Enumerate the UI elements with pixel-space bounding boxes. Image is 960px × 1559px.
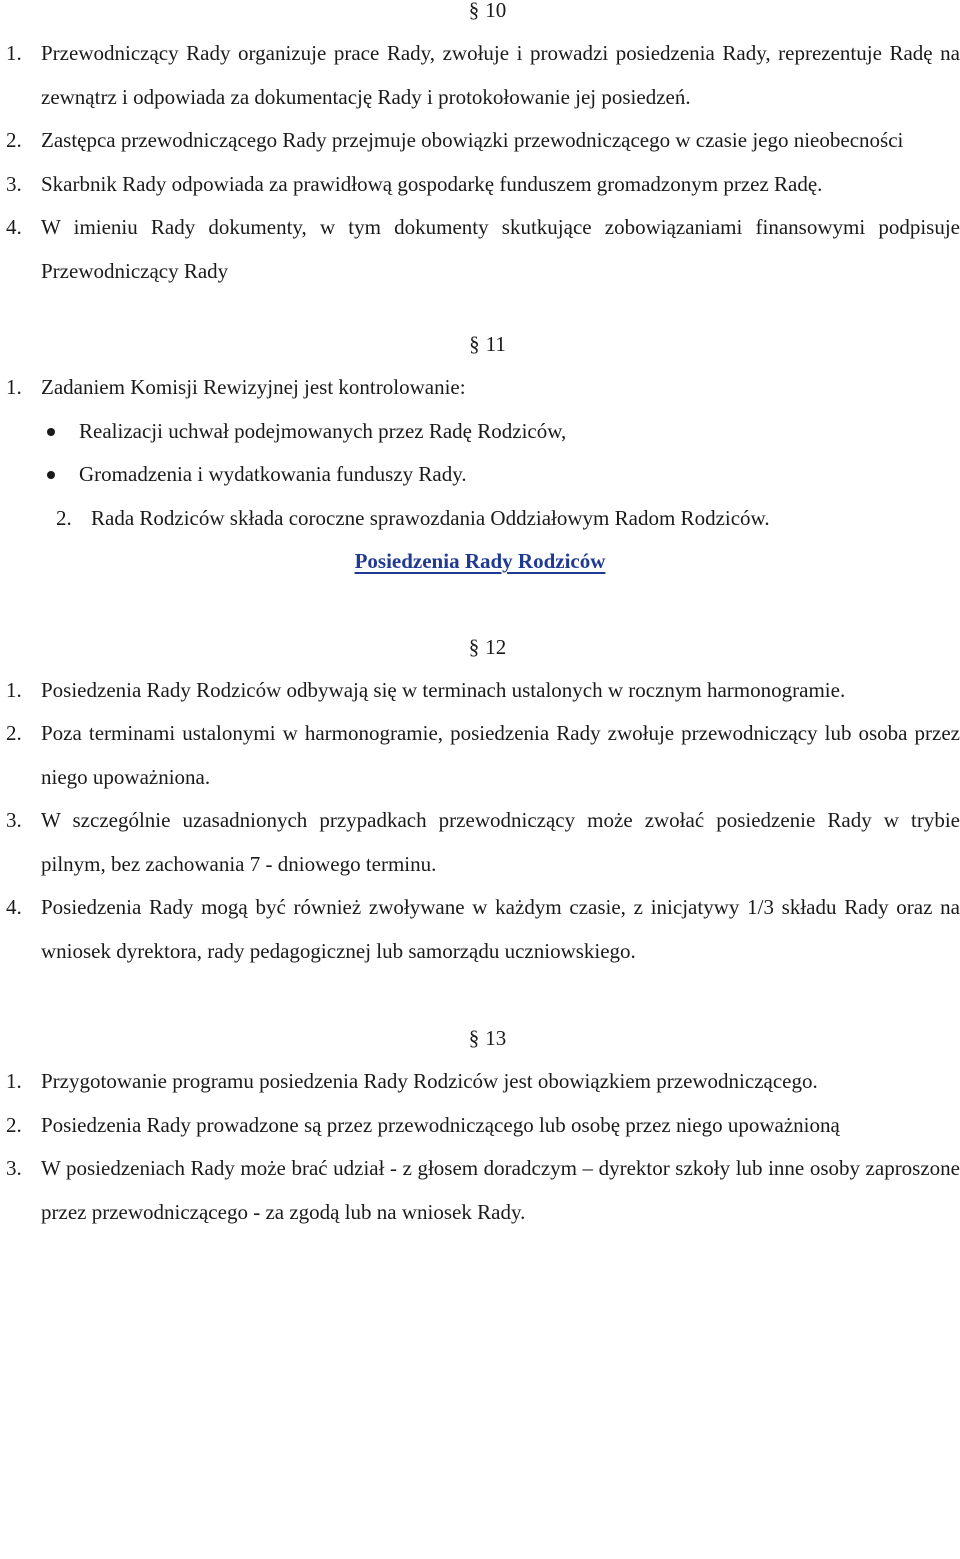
section-number: 12 xyxy=(485,634,507,659)
item-text: Zastępca przewodniczącego Rady przejmuje obowiązki przewodniczącego w czasie jego nieobecności xyxy=(41,128,904,152)
item-text: Skarbnik Rady odpowiada za prawidłową gospodarkę funduszem gromadzonym przez Radę. xyxy=(41,171,823,196)
list-item xyxy=(0,32,960,119)
bullet-item xyxy=(0,410,960,454)
item-number: 4. xyxy=(6,215,22,239)
item-number: 1. xyxy=(6,41,22,65)
item-number: 3. xyxy=(6,808,22,832)
list-item xyxy=(0,1104,960,1148)
list-item xyxy=(0,119,960,163)
section-heading-10 xyxy=(0,0,960,32)
item-number: 1. xyxy=(6,375,22,399)
list-item xyxy=(0,886,960,973)
item-text: Posiedzenia Rady prowadzone są przez przewodniczącego lub osobę przez niego upoważnioną xyxy=(41,1112,840,1137)
item-number: 3. xyxy=(6,1156,22,1180)
section-mark: § xyxy=(468,1026,480,1050)
list-item xyxy=(0,712,960,799)
list-item xyxy=(0,206,960,293)
item-number: 2. xyxy=(6,721,22,745)
item-text: W szczególnie uzasadnionych przypadkach przewodniczący może zwołać posiedzenie Rady w trybie pilnym, bez zachowania 7 - dniowego terminu. xyxy=(41,808,960,876)
item-text: Rada Rodziców składa coroczne sprawozdania Oddziałowym Radom Rodziców. xyxy=(91,505,770,530)
section-title: Posiedzenia Rady Rodziców xyxy=(354,549,606,573)
list-item xyxy=(0,669,960,713)
item-number: 3. xyxy=(6,171,22,196)
item-number: 2. xyxy=(56,505,72,530)
item-number: 4. xyxy=(6,895,22,919)
list-item xyxy=(0,799,960,886)
item-number: 2. xyxy=(6,128,22,152)
item-text: Zadaniem Komisji Rewizyjnej jest kontrolowanie: xyxy=(41,375,466,399)
item-text: Przewodniczący Rady organizuje prace Rady, zwołuje i prowadzi posiedzenia Rady, reprezentuje Radę na zewnątrz i odpowiada za dokumentację Rady i protokołowanie jej posiedzeń. xyxy=(41,41,960,109)
list-item xyxy=(0,1147,960,1234)
bullet-icon xyxy=(0,453,79,497)
list-item xyxy=(0,1060,960,1104)
item-text: W imieniu Rady dokumenty, w tym dokumenty skutkujące zobowiązaniami finansowymi podpisuje Przewodniczący Rady xyxy=(41,215,960,283)
bullet-icon xyxy=(0,410,79,454)
item-number: 1. xyxy=(6,677,22,702)
item-number: 1. xyxy=(6,1069,22,1093)
bullet-text: Realizacji uchwał podejmowanych przez Radę Rodziców, xyxy=(79,418,567,443)
item-text: W posiedzeniach Rady może brać udział - z głosem doradczym – dyrektor szkoły lub inne osoby zaproszone przez przewodniczącego - za zgodą lub na wniosek Rady. xyxy=(41,1156,960,1224)
section-mark: § xyxy=(468,0,480,22)
bullet-item xyxy=(0,453,960,497)
item-text: Przygotowanie programu posiedzenia Rady Rodziców jest obowiązkiem przewodniczącego. xyxy=(41,1069,818,1093)
section-mark: § xyxy=(468,634,480,659)
section-number: 10 xyxy=(485,0,507,22)
item-text: Poza terminami ustalonymi w harmonogramie, posiedzenia Rady zwołuje przewodniczący lub osoba przez niego upoważniona. xyxy=(41,721,960,789)
section-number: 13 xyxy=(485,1026,507,1050)
list-item xyxy=(0,366,960,410)
list-item xyxy=(0,497,960,541)
section-heading-11 xyxy=(0,323,960,366)
bullet-text: Gromadzenia i wydatkowania funduszy Rady. xyxy=(79,462,467,486)
item-number: 2. xyxy=(6,1112,22,1137)
section-number: 11 xyxy=(485,332,506,356)
item-text: Posiedzenia Rady mogą być również zwoływane w każdym czasie, z inicjatywy 1/3 składu Rady oraz na wniosek dyrektora, rady pedagogicznej lub samorządu uczniowskiego. xyxy=(41,895,960,963)
item-text: Posiedzenia Rady Rodziców odbywają się w terminach ustalonych w rocznym harmonogramie. xyxy=(41,677,846,702)
list-item xyxy=(0,163,960,207)
section-mark: § xyxy=(469,332,480,356)
section-heading-13 xyxy=(0,1017,960,1060)
section-heading-12 xyxy=(0,626,960,669)
